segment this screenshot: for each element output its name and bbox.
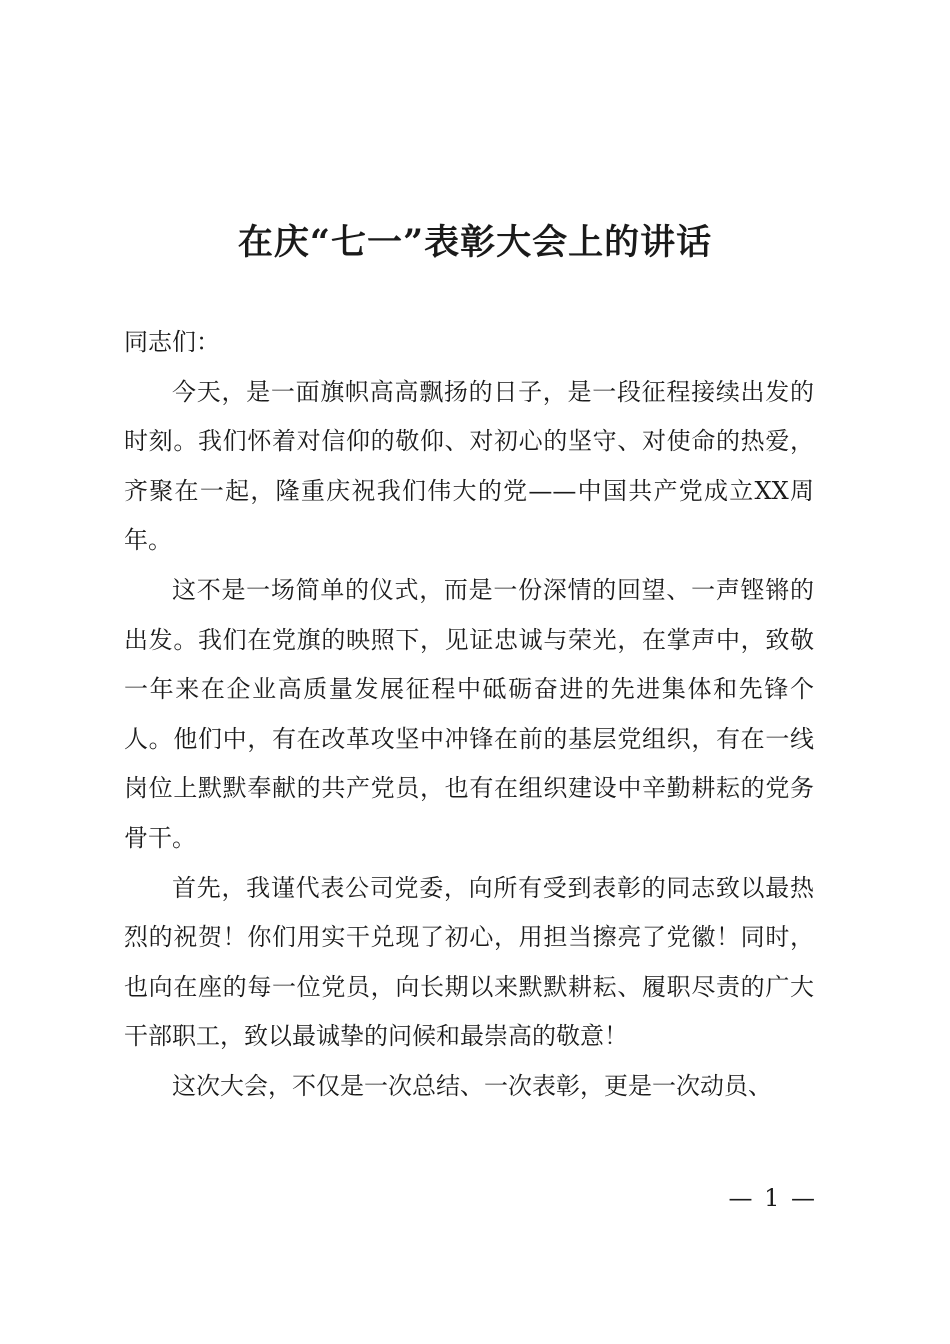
document-title: 在庆“七一”表彰大会上的讲话 [237,222,713,263]
paragraph-4: 这次大会，不仅是一次总结、一次表彰，更是一次动员、 [172,1071,772,1100]
paragraph-3: 首先，我谨代表公司党委，向所有受到表彰的同志致以最热烈的祝贺！你们用实干兑现了初心，用担当擦亮了党徽！同时，也向在座的每一位党员，向长期以来默默耕耘、履职尽责的广大干部职工，致以最诚挚的问候和最崇高的敬意！ [124,873,814,1051]
paragraph-2: 这不是一场简单的仪式，而是一份深情的回望、一声铿锵的出发。我们在党旗的映照下，见证忠诚与荣光，在掌声中，致敬一年来在企业高质量发展征程中砥砺奋进的先进集体和先锋个人。他们中，有在改革攻坚中冲锋在前的基层党组织，有在一线岗位上默默奉献的共产党员，也有在组织建设中辛勤耕耘的党务骨干。 [124,575,814,852]
salutation: 同志们： [124,328,220,356]
paragraph-1: 今天，是一面旗帜高高飘扬的日子，是一段征程接续出发的时刻。我们怀着对信仰的敬仰、对初心的坚守、对使命的热爱，齐聚在一起，隆重庆祝我们伟大的党——中国共产党成立XX周年。 [124,377,814,555]
page-number: — 1 — [728,1184,817,1212]
document-body [124,318,814,1112]
